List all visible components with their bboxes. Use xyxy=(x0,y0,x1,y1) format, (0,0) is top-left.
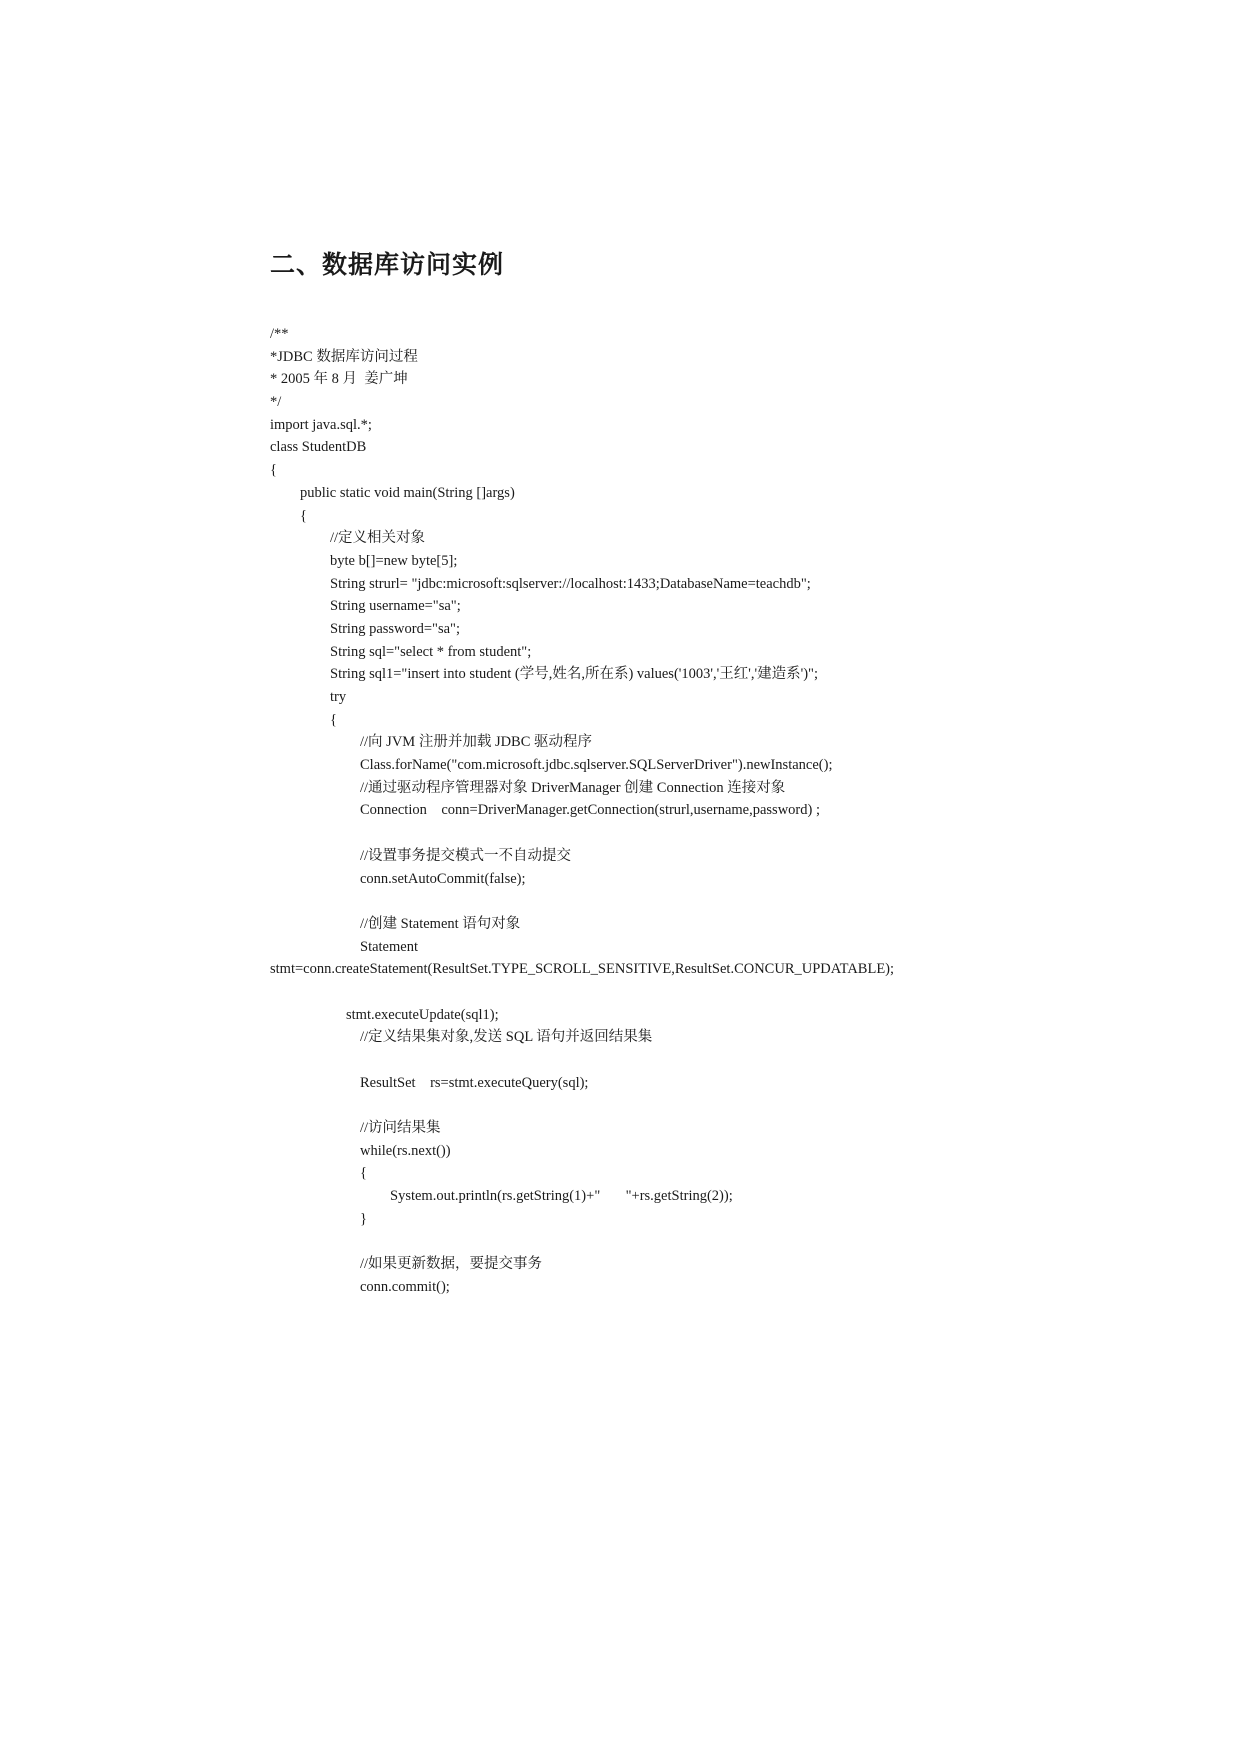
code-line: } xyxy=(360,1210,367,1227)
code-line: Connection conn=DriverManager.getConnection(strurl,username,password) ; xyxy=(360,802,820,819)
code-line: Statement xyxy=(360,938,418,955)
code-line: class StudentDB xyxy=(270,439,367,456)
code-line: /** xyxy=(270,326,289,342)
code-line xyxy=(270,1049,894,1072)
code-line: //如果更新数据，要提交事务 xyxy=(360,1256,543,1273)
code-line: *JDBC 数据库访问过程 xyxy=(270,348,418,365)
section-heading: 二、数据库访问实例 xyxy=(270,250,505,279)
code-line xyxy=(270,1094,894,1117)
code-line: //访问结果集 xyxy=(360,1120,441,1137)
code-line: //设置事务提交模式一不自动提交 xyxy=(360,847,572,864)
code-line: try xyxy=(330,689,347,705)
code-line: */ xyxy=(270,394,282,411)
code-line: System.out.println(rs.getString(1)+" "+rs.getString(2)); xyxy=(390,1188,733,1205)
code-line: import java.sql.*; xyxy=(270,416,372,433)
code-line: ResultSet rs=stmt.executeQuery(sql); xyxy=(360,1074,589,1091)
code-line: { xyxy=(330,711,337,728)
code-line: //创建 Statement 语句对象 xyxy=(360,915,521,932)
code-line: { xyxy=(270,462,277,479)
code-line: { xyxy=(360,1165,367,1182)
code-line: byte b[]=new byte[5]; xyxy=(330,552,458,569)
code-line: { xyxy=(300,507,307,524)
code-line: String sql="select * from student"; xyxy=(330,643,532,660)
code-line xyxy=(270,981,894,1004)
code-line: String username="sa"; xyxy=(330,598,461,615)
code-line: stmt.executeUpdate(sql1); xyxy=(346,1006,499,1023)
code-line: conn.commit(); xyxy=(360,1278,450,1295)
code-line: //定义结果集对象,发送 SQL 语句并返回结果集 xyxy=(360,1029,653,1046)
code-line xyxy=(270,1231,894,1254)
code-line: String password="sa"; xyxy=(330,620,460,637)
code-line: //定义相关对象 xyxy=(330,530,426,547)
code-line: //通过驱动程序管理器对象 DriverManager 创建 Connection 连接对象 xyxy=(360,779,786,796)
code-line: public static void main(String []args) xyxy=(300,484,515,501)
code-line: String strurl= "jdbc:microsoft:sqlserver://localhost:1433;DatabaseName=teachdb"; xyxy=(330,575,811,592)
code-listing xyxy=(270,323,894,1299)
code-line xyxy=(270,822,894,845)
code-line xyxy=(270,890,894,913)
code-line: String sql1="insert into student (学号,姓名,所在系) values('1003','王红','建造系')"; xyxy=(330,666,818,683)
code-line: conn.setAutoCommit(false); xyxy=(360,870,526,887)
code-line: stmt=conn.createStatement(ResultSet.TYPE_SCROLL_SENSITIVE,ResultSet.CONCUR_UPDATABLE); xyxy=(270,961,895,978)
code-line: Class.forName("com.microsoft.jdbc.sqlserver.SQLServerDriver").newInstance(); xyxy=(360,757,833,774)
code-line: while(rs.next()) xyxy=(360,1142,451,1159)
code-line: //向 JVM 注册并加载 JDBC 驱动程序 xyxy=(360,734,593,751)
code-line: * 2005 年 8 月 姜广坤 xyxy=(270,371,408,388)
